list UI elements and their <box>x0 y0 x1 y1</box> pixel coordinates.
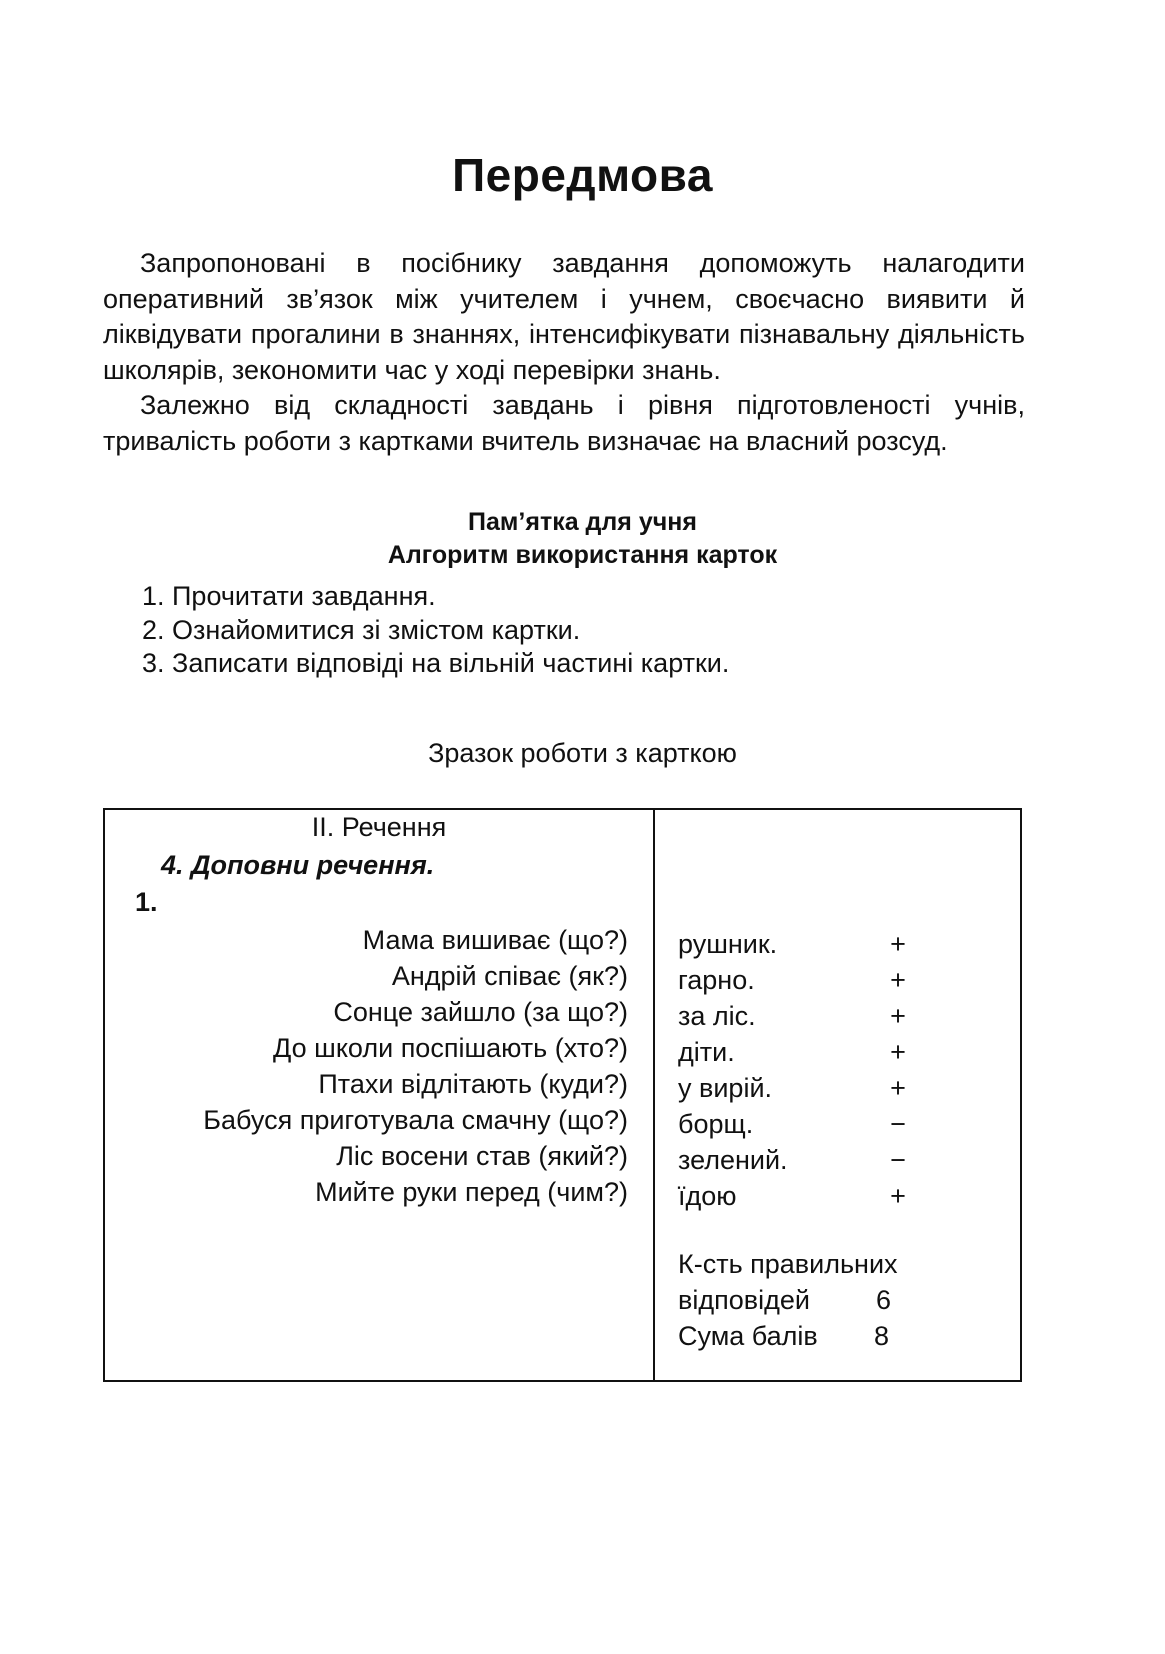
question-item: До школи поспішають (хто?) <box>273 1033 628 1063</box>
correct-count-label-line1: К-сть правильних <box>678 1249 898 1279</box>
questions-list <box>203 922 628 1210</box>
answer-mark: + <box>890 929 906 959</box>
answer-word: гарно. <box>678 965 755 995</box>
answer-word: за ліс. <box>678 1001 756 1031</box>
card-divider <box>653 810 655 1380</box>
question-item: Ліс восени став (який?) <box>336 1141 628 1171</box>
score-label: Сума балів <box>678 1321 818 1351</box>
answer-row <box>678 1142 918 1178</box>
summary-row <box>678 1246 938 1282</box>
summary-row <box>678 1318 938 1354</box>
steps-list <box>142 580 729 681</box>
answer-row <box>678 962 918 998</box>
answer-mark: − <box>890 1145 906 1175</box>
score-value: 8 <box>874 1321 890 1351</box>
page-title: Передмова <box>452 149 713 201</box>
sample-caption: Зразок роботи з карткою <box>428 738 737 768</box>
question-item: Сонце зайшло (за що?) <box>333 997 628 1027</box>
question-item: Бабуся приготувала смачну (що?) <box>203 1105 628 1135</box>
question-item: Мийте руки перед (чим?) <box>315 1177 628 1207</box>
correct-count-value: 6 <box>876 1285 892 1315</box>
answer-row <box>678 926 918 962</box>
answer-row <box>678 1034 918 1070</box>
answer-row <box>678 1106 918 1142</box>
intro-paragraph-1: Запропоновані в посібнику завдання допоможуть налагодити оперативний зв’язок між учителем і учнем, своєчасно виявити й ліквідувати прогалини в знаннях, інтенсифікувати пізнавальну діяльність школярів, зекономити час у ході перевірки знань. <box>103 248 1025 385</box>
answer-word: діти. <box>678 1037 735 1067</box>
step-item: 1. Прочитати завдання. <box>142 581 436 611</box>
question-item: Мама вишиває (що?) <box>362 925 628 955</box>
answer-mark: + <box>890 965 906 995</box>
answer-mark: − <box>890 1109 906 1139</box>
answer-row <box>678 1070 918 1106</box>
answer-mark: + <box>890 1073 906 1103</box>
memo-heading-block <box>0 506 1165 572</box>
answer-word: борщ. <box>678 1109 754 1139</box>
score-summary <box>678 1246 938 1354</box>
answer-row <box>678 998 918 1034</box>
intro-text <box>103 246 1025 459</box>
answer-word: у вирій. <box>678 1073 773 1103</box>
answer-word: їдою <box>678 1181 737 1211</box>
card-item-number: 1. <box>135 887 158 917</box>
memo-subheading: Алгоритм використання карток <box>387 541 778 569</box>
memo-heading: Пам’ятка для учня <box>468 508 697 536</box>
question-item: Птахи відлітають (куди?) <box>318 1069 628 1099</box>
card-section-title: ІІ. Речення <box>311 812 447 842</box>
answer-word: рушник. <box>678 929 778 959</box>
step-item: 3. Записати відповіді на вільній частині картки. <box>142 648 730 678</box>
correct-count-label-line2: відповідей <box>678 1285 810 1315</box>
answer-mark: + <box>890 1181 906 1211</box>
answer-mark: + <box>890 1001 906 1031</box>
answers-list <box>678 926 918 1214</box>
answer-mark: + <box>890 1037 906 1067</box>
answer-row <box>678 1178 918 1214</box>
question-item: Андрій співає (як?) <box>391 961 628 991</box>
summary-row <box>678 1282 938 1318</box>
card-task-title: 4. Доповни речення. <box>161 850 435 880</box>
step-item: 2. Ознайомитися зі змістом картки. <box>142 614 581 645</box>
answer-word: зелений. <box>678 1145 788 1175</box>
intro-paragraph-2: Залежно від складності завдань і рівня підготовленості учнів, тривалість роботи з картками вчитель визначає на власний розсуд. <box>103 390 1025 456</box>
sample-card <box>103 808 1022 1382</box>
